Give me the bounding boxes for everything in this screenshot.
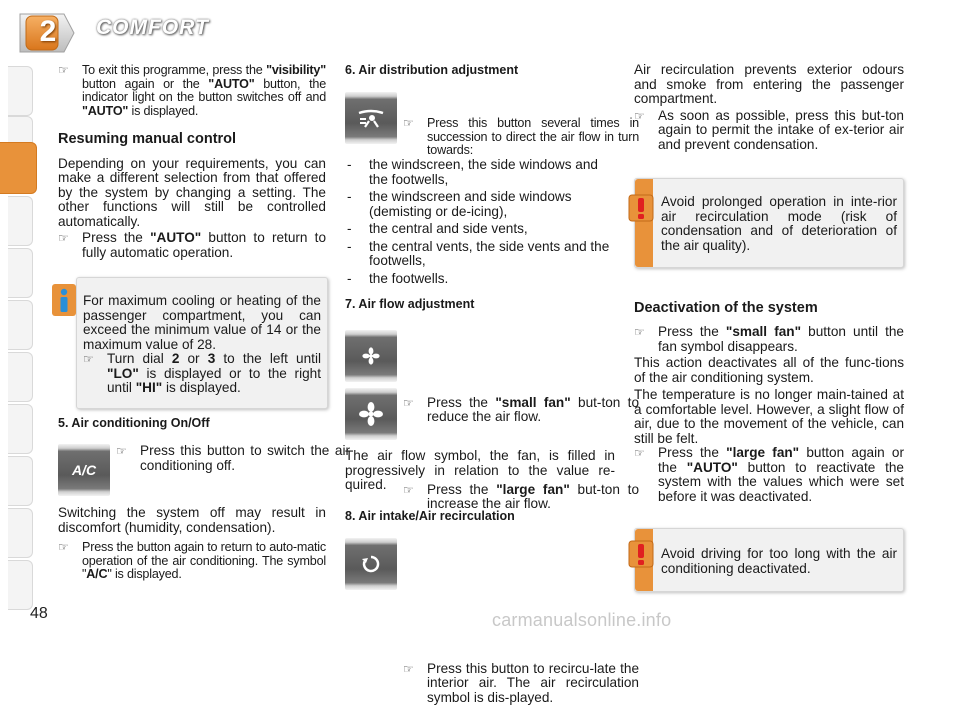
pointing-hand-icon: ☞ <box>634 325 645 340</box>
info-icon <box>52 284 76 316</box>
pointing-hand-icon: ☞ <box>83 352 94 367</box>
pointing-hand-icon: ☞ <box>403 117 414 131</box>
distribution-list <box>345 158 615 289</box>
pointing-hand-icon: ☞ <box>403 483 414 498</box>
warning-box-1 <box>634 178 904 268</box>
column-3 <box>634 63 904 152</box>
small-fan-icon <box>362 347 380 365</box>
warning-text-1: Avoid prolonged operation in inte-rior air recirculation mode (risk of condensation and of deterioration of the air quality). <box>661 195 897 253</box>
distribution-heading: 6. Air distribution adjustment <box>345 63 615 78</box>
ac-button-label: A/C <box>72 462 96 478</box>
chapter-number: 2 <box>32 15 64 49</box>
deactivation-heading: Deactivation of the system <box>634 300 818 316</box>
watermark: carmanualsonline.info <box>492 610 671 631</box>
list-item: - the windscreen, the side windows and the footwells, <box>345 158 615 187</box>
side-tab-9[interactable] <box>8 508 33 558</box>
side-tab-3[interactable] <box>8 196 33 246</box>
pointing-hand-icon: ☞ <box>116 444 127 459</box>
pointing-hand-icon: ☞ <box>634 446 645 461</box>
large-fan-item: ☞ Press the "large fan" but-ton to increase the air flow. <box>403 483 639 512</box>
flow-heading: 7. Air flow adjustment <box>345 297 474 311</box>
side-tab-10[interactable] <box>8 560 33 610</box>
resuming-heading: Resuming manual control <box>58 132 326 147</box>
list-item: - the central and side vents, <box>345 222 615 237</box>
list-item: - the central vents, the side vents and the footwells, <box>345 240 615 269</box>
distribution-section <box>345 63 615 78</box>
warning-icon <box>628 194 654 222</box>
recirculation-heading: 8. Air intake/Air recirculation <box>345 509 515 523</box>
deactivation-item-2: ☞ Press the "large fan" button again or the "AUTO" button to reactivate the system with the values which were set before it was deactivated. <box>634 446 904 504</box>
ac-item-2: ☞ Press the button again to return to auto-matic operation of the air conditioning. The symbol "A/C" is displayed. <box>58 541 326 582</box>
ac-button[interactable] <box>58 444 110 496</box>
chapter-title: COMFORT <box>96 16 209 40</box>
warning-box-2 <box>634 528 904 592</box>
pointing-hand-icon: ☞ <box>58 231 69 246</box>
pointing-hand-icon: ☞ <box>634 109 645 124</box>
small-fan-button[interactable] <box>345 330 397 382</box>
info-text: For maximum cooling or heating of the passenger compartment, you can exceed the minimum value of 14 or the maximum value of 28. <box>83 294 321 352</box>
ac-section <box>58 416 326 431</box>
exit-programme-item: ☞ To exit this programme, press the "visibility" button again or the "AUTO" button, the indicator light on the button switches off and "AUTO" is displayed. <box>58 64 326 118</box>
pointing-hand-icon: ☞ <box>403 662 414 677</box>
large-fan-icon <box>358 401 384 427</box>
info-item: ☞ Turn dial 2 or 3 to the left until "LO" is displayed or to the right until "HI" is displayed. <box>83 352 321 396</box>
side-tab-4[interactable] <box>8 248 33 298</box>
list-item: - the windscreen and side windows (demisting or de-icing), <box>345 190 615 219</box>
resuming-text: Depending on your requirements, you can make a different selection from that offered by the system by changing a setting. The other functions will still be controlled automatically. <box>58 157 326 230</box>
side-tab-1[interactable] <box>8 66 33 116</box>
small-fan-item: ☞ Press the "small fan" but-ton to reduce the air flow. <box>403 396 639 425</box>
side-tab-7[interactable] <box>8 404 33 454</box>
flow-text: The air flow symbol, the fan, is filled in progressively in relation to the value re-quired. <box>345 449 615 493</box>
warning-icon <box>628 540 654 568</box>
pointing-hand-icon: ☞ <box>58 541 69 555</box>
recirculation-text: Air recirculation prevents exterior odours and smoke from entering the passenger compartment. <box>634 63 904 107</box>
deactivation-section <box>634 325 904 504</box>
ac-heading: 5. Air conditioning On/Off <box>58 416 326 431</box>
distribution-item: ☞ Press this button several times in succession to direct the air flow in turn towards: <box>403 117 639 158</box>
side-tab-active[interactable] <box>0 142 37 194</box>
deactivation-item: ☞ Press the "small fan" button until the fan symbol disappears. <box>634 325 904 354</box>
large-fan-button[interactable] <box>345 388 397 440</box>
side-tab-6[interactable] <box>8 352 33 402</box>
ac-text-block <box>58 506 326 582</box>
recirculation-button[interactable] <box>345 538 397 590</box>
warning-text-2: Avoid driving for too long with the air conditioning deactivated. <box>661 547 897 576</box>
info-box <box>76 277 328 409</box>
recirculation-item-2: ☞ As soon as possible, press this but-ton again to permit the intake of ex-terior air and prevent condensation. <box>634 109 904 153</box>
chapter-badge <box>14 10 76 56</box>
pointing-hand-icon: ☞ <box>58 64 69 78</box>
side-tab-8[interactable] <box>8 456 33 506</box>
side-tab-5[interactable] <box>8 300 33 350</box>
pointing-hand-icon: ☞ <box>403 396 414 411</box>
recirculation-icon <box>360 553 382 575</box>
deactivation-text-1: This action deactivates all of the func-tions of the air conditioning system. <box>634 356 904 385</box>
column-1 <box>58 64 326 260</box>
list-item: - the footwells. <box>345 272 615 287</box>
resuming-item: ☞ Press the "AUTO" button to return to fully automatic operation. <box>58 231 326 260</box>
deactivation-text-2: The temperature is no longer main-tained at a comfortable level. However, a slight flow of air, due to the movement of the vehicle, can still be felt. <box>634 388 904 446</box>
ac-text: Switching the system off may result in discomfort (humidity, condensation). <box>58 506 326 535</box>
warning-bar <box>635 179 653 267</box>
air-distribution-icon <box>356 107 386 129</box>
page-number: 48 <box>30 605 48 623</box>
recirculation-item: ☞ Press this button to recircu-late the interior air. The air recirculation symbol is dis-played. <box>403 662 639 705</box>
ac-item: ☞ Press this button to switch the air conditioning off. <box>116 444 350 473</box>
air-distribution-button[interactable] <box>345 92 397 144</box>
